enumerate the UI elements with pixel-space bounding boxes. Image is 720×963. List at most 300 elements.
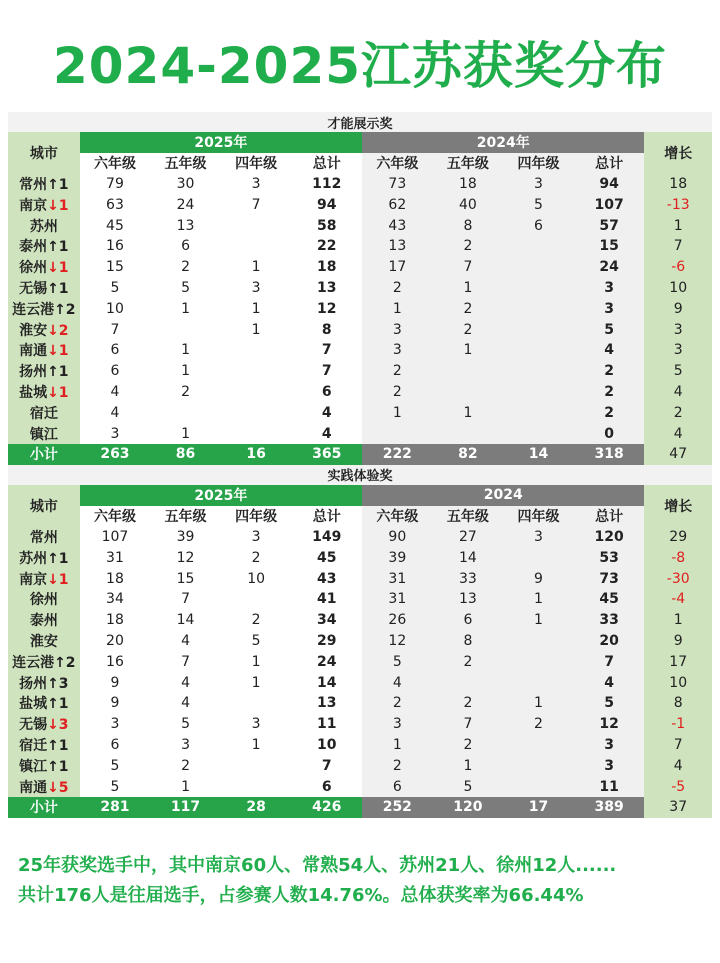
rank-change: ↓1 bbox=[47, 343, 69, 360]
value-cell: 1 bbox=[433, 402, 504, 423]
grade-header: 五年级 bbox=[150, 506, 221, 527]
year-2024-header: 2024 bbox=[362, 485, 644, 506]
value-cell bbox=[433, 361, 504, 382]
value-cell: 14 bbox=[433, 547, 504, 568]
value-cell bbox=[150, 402, 221, 423]
value-cell: 18 bbox=[80, 610, 151, 631]
value-cell: 6 bbox=[80, 361, 151, 382]
city-cell bbox=[8, 672, 80, 693]
value-cell: 12 bbox=[150, 547, 221, 568]
year-header-row bbox=[8, 132, 712, 153]
growth-cell: 4 bbox=[644, 423, 712, 444]
growth-cell: -30 bbox=[644, 568, 712, 589]
value-cell: 7 bbox=[291, 340, 362, 361]
value-cell: 39 bbox=[150, 527, 221, 548]
value-cell: 62 bbox=[362, 194, 433, 215]
value-cell bbox=[221, 402, 292, 423]
table-row bbox=[8, 755, 712, 776]
city-cell bbox=[8, 215, 80, 236]
value-cell bbox=[150, 319, 221, 340]
value-cell bbox=[221, 423, 292, 444]
value-cell: 149 bbox=[291, 527, 362, 548]
value-cell: 13 bbox=[362, 236, 433, 257]
value-cell: 4 bbox=[362, 672, 433, 693]
growth-cell: 7 bbox=[644, 236, 712, 257]
value-cell: 1 bbox=[221, 735, 292, 756]
city-name: 苏州 bbox=[29, 218, 58, 235]
value-cell: 7 bbox=[80, 319, 151, 340]
value-cell bbox=[503, 547, 574, 568]
value-cell: 45 bbox=[291, 547, 362, 568]
value-cell: 20 bbox=[574, 631, 645, 652]
growth-cell: 5 bbox=[644, 361, 712, 382]
value-cell bbox=[433, 382, 504, 403]
table-row bbox=[8, 278, 712, 299]
subtotal-cell: 28 bbox=[221, 797, 292, 818]
value-cell: 34 bbox=[80, 589, 151, 610]
growth-cell: 10 bbox=[644, 278, 712, 299]
grade-header: 四年级 bbox=[503, 506, 574, 527]
subtotal-row bbox=[8, 797, 712, 818]
grade-header: 总计 bbox=[574, 506, 645, 527]
value-cell: 2 bbox=[433, 735, 504, 756]
value-cell: 8 bbox=[433, 215, 504, 236]
value-cell: 1 bbox=[150, 361, 221, 382]
value-cell: 7 bbox=[574, 651, 645, 672]
city-name: 无锡 bbox=[19, 717, 48, 734]
value-cell: 1 bbox=[503, 693, 574, 714]
subtotal-cell: 389 bbox=[574, 797, 645, 818]
subtotal-cell: 17 bbox=[503, 797, 574, 818]
city-name: 南京 bbox=[19, 571, 48, 588]
city-name: 泰州 bbox=[19, 239, 48, 256]
city-cell bbox=[8, 319, 80, 340]
value-cell: 120 bbox=[574, 527, 645, 548]
value-cell: 6 bbox=[150, 236, 221, 257]
value-cell: 2 bbox=[362, 361, 433, 382]
value-cell: 9 bbox=[80, 693, 151, 714]
value-cell: 79 bbox=[80, 174, 151, 195]
value-cell: 107 bbox=[574, 194, 645, 215]
value-cell: 1 bbox=[362, 735, 433, 756]
value-cell: 4 bbox=[574, 340, 645, 361]
city-cell bbox=[8, 340, 80, 361]
subtotal-label: 小计 bbox=[8, 797, 80, 818]
rank-change: ↑1 bbox=[47, 758, 69, 775]
growth-cell: -13 bbox=[644, 194, 712, 215]
city-cell bbox=[8, 257, 80, 278]
growth-cell: -5 bbox=[644, 776, 712, 797]
value-cell: 20 bbox=[80, 631, 151, 652]
value-cell: 17 bbox=[362, 257, 433, 278]
subtotal-row bbox=[8, 444, 712, 465]
value-cell: 58 bbox=[291, 215, 362, 236]
value-cell: 10 bbox=[80, 298, 151, 319]
value-cell: 7 bbox=[433, 257, 504, 278]
value-cell bbox=[221, 693, 292, 714]
value-cell: 26 bbox=[362, 610, 433, 631]
rank-change: ↑1 bbox=[47, 696, 69, 713]
city-cell bbox=[8, 735, 80, 756]
table-row bbox=[8, 631, 712, 652]
value-cell: 1 bbox=[150, 776, 221, 797]
rank-change: ↑1 bbox=[47, 550, 69, 567]
subtotal-cell: 318 bbox=[574, 444, 645, 465]
table-row bbox=[8, 319, 712, 340]
city-cell bbox=[8, 589, 80, 610]
city-name: 南通 bbox=[19, 343, 48, 360]
growth-cell: -4 bbox=[644, 589, 712, 610]
value-cell: 3 bbox=[221, 714, 292, 735]
city-cell bbox=[8, 527, 80, 548]
value-cell: 6 bbox=[362, 776, 433, 797]
value-cell: 4 bbox=[80, 382, 151, 403]
value-cell: 5 bbox=[80, 278, 151, 299]
value-cell: 24 bbox=[574, 257, 645, 278]
summary-text bbox=[18, 851, 708, 911]
value-cell bbox=[503, 755, 574, 776]
value-cell: 4 bbox=[574, 672, 645, 693]
value-cell: 10 bbox=[291, 735, 362, 756]
table-row bbox=[8, 610, 712, 631]
growth-cell: 7 bbox=[644, 735, 712, 756]
value-cell: 31 bbox=[362, 568, 433, 589]
value-cell: 2 bbox=[221, 610, 292, 631]
value-cell: 13 bbox=[291, 693, 362, 714]
value-cell: 7 bbox=[291, 361, 362, 382]
city-header: 城市 bbox=[8, 485, 80, 527]
value-cell: 11 bbox=[291, 714, 362, 735]
section-title-row bbox=[8, 112, 712, 132]
growth-cell: 10 bbox=[644, 672, 712, 693]
table-row bbox=[8, 174, 712, 195]
city-cell bbox=[8, 194, 80, 215]
value-cell: 107 bbox=[80, 527, 151, 548]
value-cell: 5 bbox=[574, 693, 645, 714]
value-cell: 4 bbox=[291, 423, 362, 444]
value-cell: 7 bbox=[433, 714, 504, 735]
value-cell: 4 bbox=[150, 631, 221, 652]
value-cell: 40 bbox=[433, 194, 504, 215]
table-row bbox=[8, 735, 712, 756]
value-cell: 3 bbox=[362, 714, 433, 735]
value-cell: 10 bbox=[221, 568, 292, 589]
value-cell: 24 bbox=[150, 194, 221, 215]
value-cell: 5 bbox=[150, 278, 221, 299]
value-cell bbox=[503, 319, 574, 340]
value-cell: 1 bbox=[221, 672, 292, 693]
subtotal-cell: 365 bbox=[291, 444, 362, 465]
grade-header: 总计 bbox=[291, 153, 362, 174]
table-row bbox=[8, 402, 712, 423]
value-cell: 4 bbox=[80, 402, 151, 423]
value-cell bbox=[503, 776, 574, 797]
value-cell: 12 bbox=[291, 298, 362, 319]
value-cell: 1 bbox=[433, 278, 504, 299]
value-cell: 6 bbox=[80, 735, 151, 756]
year-2025-header: 2025年 bbox=[80, 485, 362, 506]
value-cell: 13 bbox=[291, 278, 362, 299]
rank-change: ↓3 bbox=[47, 717, 69, 734]
value-cell: 7 bbox=[221, 194, 292, 215]
value-cell: 2 bbox=[503, 714, 574, 735]
table-row bbox=[8, 423, 712, 444]
value-cell bbox=[503, 236, 574, 257]
city-name: 无锡 bbox=[19, 280, 48, 297]
value-cell: 31 bbox=[80, 547, 151, 568]
subtotal-cell: 82 bbox=[433, 444, 504, 465]
subtotal-cell: 222 bbox=[362, 444, 433, 465]
growth-cell: -6 bbox=[644, 257, 712, 278]
value-cell: 2 bbox=[433, 319, 504, 340]
summary-line-1: 25年获奖选手中，其中南京60人、常熟54人、苏州21人、徐州12人...... bbox=[18, 855, 617, 876]
value-cell: 5 bbox=[362, 651, 433, 672]
growth-cell: 3 bbox=[644, 340, 712, 361]
value-cell: 45 bbox=[574, 589, 645, 610]
value-cell: 73 bbox=[362, 174, 433, 195]
grade-header: 六年级 bbox=[80, 506, 151, 527]
city-cell bbox=[8, 547, 80, 568]
value-cell: 6 bbox=[291, 776, 362, 797]
value-cell: 2 bbox=[150, 382, 221, 403]
value-cell bbox=[221, 755, 292, 776]
subtotal-cell: 16 bbox=[221, 444, 292, 465]
table-row bbox=[8, 693, 712, 714]
rank-change: ↑1 bbox=[47, 364, 69, 381]
grade-header-row bbox=[8, 153, 712, 174]
grade-header: 六年级 bbox=[362, 153, 433, 174]
growth-cell: 17 bbox=[644, 651, 712, 672]
value-cell: 6 bbox=[503, 215, 574, 236]
growth-cell: 29 bbox=[644, 527, 712, 548]
value-cell: 5 bbox=[221, 631, 292, 652]
rank-change: ↓2 bbox=[47, 322, 69, 339]
value-cell: 94 bbox=[574, 174, 645, 195]
value-cell: 5 bbox=[80, 776, 151, 797]
value-cell: 8 bbox=[433, 631, 504, 652]
value-cell: 43 bbox=[291, 568, 362, 589]
value-cell: 3 bbox=[503, 174, 574, 195]
value-cell: 53 bbox=[574, 547, 645, 568]
value-cell: 1 bbox=[362, 402, 433, 423]
table-row bbox=[8, 527, 712, 548]
city-name: 南京 bbox=[19, 197, 48, 214]
growth-cell: 4 bbox=[644, 382, 712, 403]
city-cell bbox=[8, 236, 80, 257]
grade-header: 总计 bbox=[574, 153, 645, 174]
awards-board bbox=[8, 112, 712, 818]
value-cell bbox=[433, 423, 504, 444]
value-cell: 18 bbox=[80, 568, 151, 589]
value-cell: 112 bbox=[291, 174, 362, 195]
value-cell: 1 bbox=[433, 755, 504, 776]
value-cell: 6 bbox=[433, 610, 504, 631]
value-cell bbox=[221, 361, 292, 382]
value-cell: 3 bbox=[574, 735, 645, 756]
city-name: 扬州 bbox=[19, 364, 48, 381]
value-cell bbox=[221, 236, 292, 257]
year-header-row bbox=[8, 485, 712, 506]
value-cell: 3 bbox=[80, 714, 151, 735]
value-cell: 31 bbox=[362, 589, 433, 610]
table-row bbox=[8, 298, 712, 319]
value-cell: 2 bbox=[433, 651, 504, 672]
value-cell: 27 bbox=[433, 527, 504, 548]
value-cell: 2 bbox=[362, 278, 433, 299]
city-cell bbox=[8, 651, 80, 672]
value-cell: 2 bbox=[574, 382, 645, 403]
value-cell: 3 bbox=[221, 278, 292, 299]
value-cell bbox=[503, 361, 574, 382]
grade-header: 六年级 bbox=[362, 506, 433, 527]
value-cell: 5 bbox=[433, 776, 504, 797]
value-cell: 3 bbox=[574, 278, 645, 299]
value-cell: 6 bbox=[80, 340, 151, 361]
value-cell bbox=[221, 776, 292, 797]
grade-header: 四年级 bbox=[221, 506, 292, 527]
value-cell: 1 bbox=[221, 257, 292, 278]
city-name: 苏州 bbox=[19, 550, 48, 567]
value-cell: 33 bbox=[433, 568, 504, 589]
value-cell: 1 bbox=[503, 589, 574, 610]
grade-header: 总计 bbox=[291, 506, 362, 527]
city-cell bbox=[8, 568, 80, 589]
value-cell bbox=[503, 735, 574, 756]
city-name: 连云港 bbox=[12, 301, 55, 318]
value-cell: 94 bbox=[291, 194, 362, 215]
table-row bbox=[8, 236, 712, 257]
value-cell: 3 bbox=[362, 319, 433, 340]
value-cell: 16 bbox=[80, 651, 151, 672]
value-cell: 1 bbox=[150, 423, 221, 444]
table-row bbox=[8, 194, 712, 215]
grade-header-row bbox=[8, 506, 712, 527]
city-cell bbox=[8, 382, 80, 403]
value-cell bbox=[503, 257, 574, 278]
page-title: 2024-2025江苏获奖分布 bbox=[52, 37, 668, 95]
section-title-row bbox=[8, 465, 712, 485]
value-cell bbox=[503, 278, 574, 299]
value-cell: 12 bbox=[362, 631, 433, 652]
value-cell: 5 bbox=[150, 714, 221, 735]
growth-cell: 9 bbox=[644, 631, 712, 652]
growth-cell: 1 bbox=[644, 215, 712, 236]
city-name: 镇江 bbox=[19, 758, 48, 775]
value-cell: 39 bbox=[362, 547, 433, 568]
table-row bbox=[8, 651, 712, 672]
grade-header: 四年级 bbox=[503, 153, 574, 174]
value-cell: 3 bbox=[221, 174, 292, 195]
rank-change: ↑3 bbox=[47, 675, 69, 692]
table-row bbox=[8, 776, 712, 797]
value-cell: 3 bbox=[362, 340, 433, 361]
year-2024-header: 2024年 bbox=[362, 132, 644, 153]
value-cell: 4 bbox=[150, 672, 221, 693]
rank-change: ↑2 bbox=[54, 654, 76, 671]
value-cell: 13 bbox=[150, 215, 221, 236]
city-cell bbox=[8, 361, 80, 382]
value-cell bbox=[503, 672, 574, 693]
table-row bbox=[8, 382, 712, 403]
value-cell: 9 bbox=[80, 672, 151, 693]
table-row bbox=[8, 257, 712, 278]
value-cell: 2 bbox=[433, 236, 504, 257]
city-name: 常州 bbox=[19, 176, 48, 193]
value-cell: 29 bbox=[291, 631, 362, 652]
value-cell: 5 bbox=[503, 194, 574, 215]
rank-change: ↓1 bbox=[47, 197, 69, 214]
table-row bbox=[8, 568, 712, 589]
section-title: 才能展示奖 bbox=[8, 112, 712, 132]
value-cell: 33 bbox=[574, 610, 645, 631]
city-cell bbox=[8, 776, 80, 797]
value-cell: 1 bbox=[503, 610, 574, 631]
subtotal-cell: 14 bbox=[503, 444, 574, 465]
rank-change: ↓1 bbox=[47, 571, 69, 588]
city-cell bbox=[8, 755, 80, 776]
city-name: 常州 bbox=[29, 529, 58, 546]
table-row bbox=[8, 361, 712, 382]
value-cell bbox=[503, 651, 574, 672]
growth-cell: 3 bbox=[644, 319, 712, 340]
table-row bbox=[8, 672, 712, 693]
city-name: 宿迁 bbox=[29, 405, 58, 422]
value-cell: 1 bbox=[150, 298, 221, 319]
value-cell: 45 bbox=[80, 215, 151, 236]
growth-cell: 9 bbox=[644, 298, 712, 319]
subtotal-cell: 117 bbox=[150, 797, 221, 818]
rank-change: ↓5 bbox=[47, 779, 69, 796]
value-cell bbox=[503, 402, 574, 423]
city-name: 镇江 bbox=[29, 426, 58, 443]
value-cell: 15 bbox=[80, 257, 151, 278]
value-cell: 2 bbox=[362, 382, 433, 403]
table-row bbox=[8, 340, 712, 361]
subtotal-cell: 281 bbox=[80, 797, 151, 818]
value-cell: 15 bbox=[150, 568, 221, 589]
value-cell: 3 bbox=[574, 298, 645, 319]
subtotal-cell: 252 bbox=[362, 797, 433, 818]
table-row bbox=[8, 215, 712, 236]
value-cell: 4 bbox=[150, 693, 221, 714]
value-cell: 7 bbox=[291, 755, 362, 776]
value-cell: 3 bbox=[574, 755, 645, 776]
city-cell bbox=[8, 423, 80, 444]
city-cell bbox=[8, 714, 80, 735]
value-cell bbox=[362, 423, 433, 444]
value-cell: 73 bbox=[574, 568, 645, 589]
grade-header: 五年级 bbox=[433, 153, 504, 174]
value-cell: 1 bbox=[221, 298, 292, 319]
value-cell: 90 bbox=[362, 527, 433, 548]
awards-table bbox=[8, 112, 712, 818]
value-cell: 63 bbox=[80, 194, 151, 215]
value-cell: 13 bbox=[433, 589, 504, 610]
value-cell bbox=[221, 382, 292, 403]
value-cell: 1 bbox=[221, 651, 292, 672]
grade-header: 五年级 bbox=[150, 153, 221, 174]
value-cell: 3 bbox=[80, 423, 151, 444]
city-name: 扬州 bbox=[19, 675, 48, 692]
value-cell: 5 bbox=[80, 755, 151, 776]
city-name: 徐州 bbox=[29, 592, 58, 609]
value-cell: 2 bbox=[433, 298, 504, 319]
value-cell: 3 bbox=[221, 527, 292, 548]
value-cell: 2 bbox=[221, 547, 292, 568]
grade-header: 六年级 bbox=[80, 153, 151, 174]
value-cell: 22 bbox=[291, 236, 362, 257]
subtotal-cell: 120 bbox=[433, 797, 504, 818]
